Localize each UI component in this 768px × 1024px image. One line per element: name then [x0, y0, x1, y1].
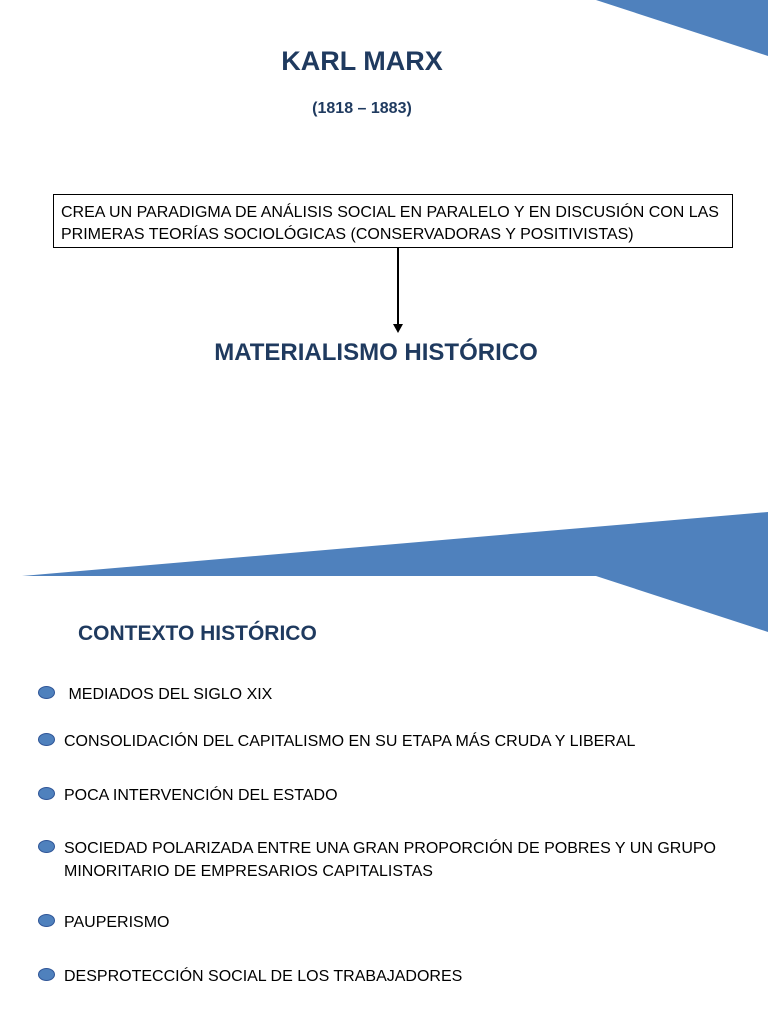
down-arrow-connector: [392, 248, 404, 336]
bullet-item: [38, 911, 728, 934]
life-dates: (1818 – 1883): [312, 100, 412, 117]
bullet-item: [38, 730, 728, 753]
divider-tail: [596, 576, 768, 632]
bullet-text: PAUPERISMO: [64, 914, 170, 931]
bullet-dot-icon: [38, 733, 55, 746]
paradigm-box: CREA UN PARADIGMA DE ANÁLISIS SOCIAL EN PARALELO Y EN DISCUSIÓN CON LAS PRIMERAS TEORÍAS SOCIOLÓGICAS (CONSERVADORAS Y POSITIVISTAS): [53, 194, 733, 248]
bullet-item: [38, 965, 728, 988]
bullet-dot-icon: [38, 840, 55, 853]
bullet-text: CONSOLIDACIÓN DEL CAPITALISMO EN SU ETAPA MÁS CRUDA Y LIBERAL: [64, 733, 636, 750]
section-title: CONTEXTO HISTÓRICO: [78, 622, 317, 645]
bullet-text: DESPROTECCIÓN SOCIAL DE LOS TRABAJADORES: [64, 968, 463, 985]
bullet-dot-icon: [38, 686, 55, 699]
bullet-dot-icon: [38, 914, 55, 927]
bullet-item: [38, 784, 728, 807]
bullet-text: SOCIEDAD POLARIZADA ENTRE UNA GRAN PROPORCIÓN DE POBRES Y UN GRUPO MINORITARIO DE EMPRESARIOS CAPITALISTAS: [64, 840, 716, 880]
page-title: KARL MARX: [281, 46, 443, 76]
bullet-text: POCA INTERVENCIÓN DEL ESTADO: [64, 787, 338, 804]
bullet-text: MEDIADOS DEL SIGLO XIX: [64, 686, 273, 703]
bullet-item: [38, 683, 728, 706]
bullet-dot-icon: [38, 787, 55, 800]
arrow-head: [393, 324, 403, 333]
subtitle-materialismo: MATERIALISMO HISTÓRICO: [214, 339, 538, 366]
bullet-dot-icon: [38, 968, 55, 981]
bullet-item: [38, 837, 728, 883]
divider-band: [22, 512, 768, 576]
